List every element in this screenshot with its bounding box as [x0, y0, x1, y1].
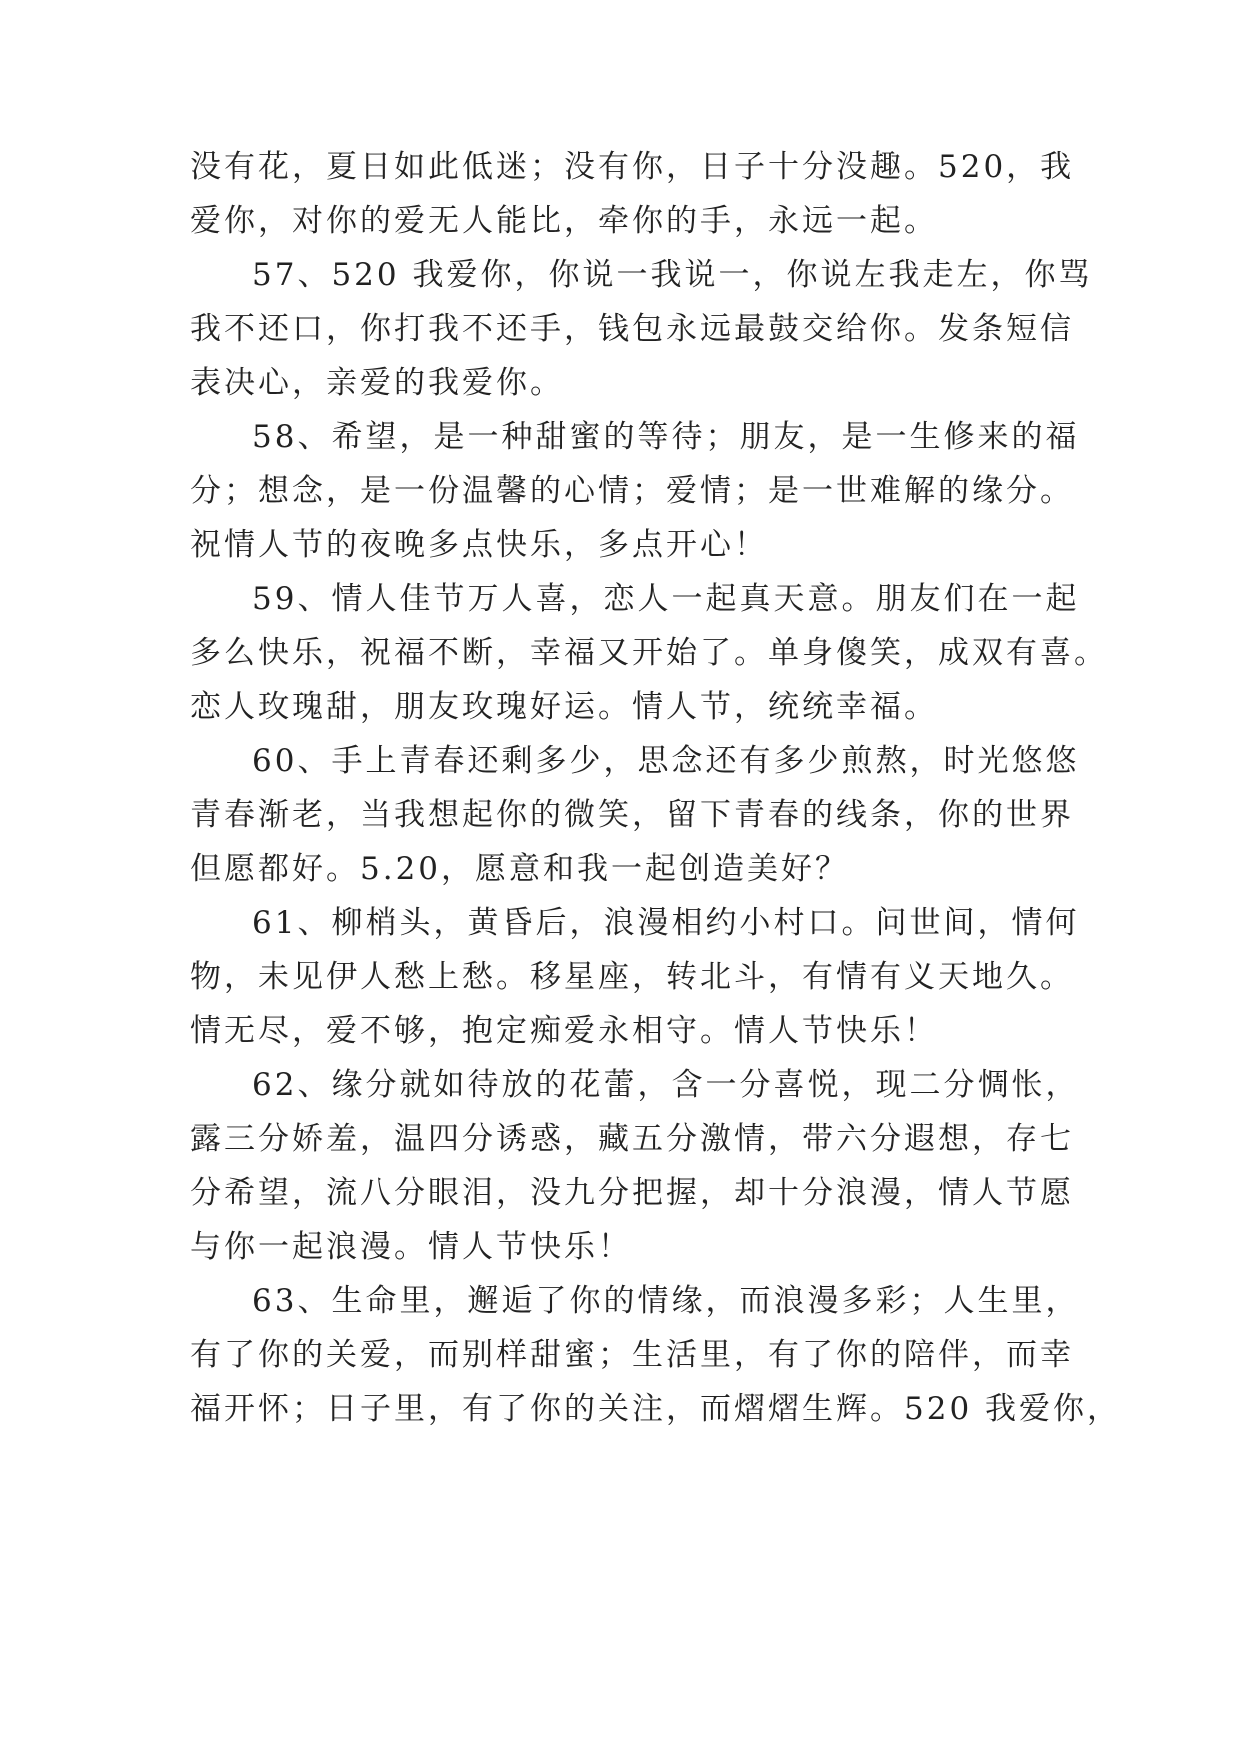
text-line: 表决心，亲爱的我爱你。 [190, 365, 564, 401]
text-line: 但愿都好。5.20，愿意和我一起创造美好？ [190, 851, 850, 887]
paragraph-60-line-1: 60、手上青春还剩多少，思念还有多少煎熬，时光悠悠 [252, 743, 1080, 779]
paragraph-61-line-1: 61、柳梢头，黄昏后，浪漫相约小村口。问世间，情何 [252, 905, 1080, 941]
text-line: 没有花，夏日如此低迷；没有你，日子十分没趣。520，我 [190, 149, 1075, 185]
paragraph-59-line-1: 59、情人佳节万人喜，恋人一起真天意。朋友们在一起 [252, 581, 1080, 617]
text-line: 物，未见伊人愁上愁。移星座，转北斗，有情有义天地久。 [190, 959, 1074, 995]
text-line: 祝情人节的夜晚多点快乐，多点开心！ [190, 527, 768, 563]
paragraph-58-line-1: 58、希望，是一种甜蜜的等待；朋友，是一生修来的福 [252, 419, 1080, 455]
text-line: 福开怀；日子里，有了你的关注，而熠熠生辉。520 我爱你， [190, 1391, 1122, 1427]
text-line: 多么快乐，祝福不断，幸福又开始了。单身傻笑，成双有喜。 [190, 635, 1108, 671]
text-line: 我不还口，你打我不还手，钱包永远最鼓交给你。发条短信 [190, 311, 1074, 347]
paragraph-63-line-1: 63、生命里，邂逅了你的情缘，而浪漫多彩；人生里， [252, 1283, 1080, 1319]
text-line: 青春渐老，当我想起你的微笑，留下青春的线条，你的世界 [190, 797, 1074, 833]
text-line: 恋人玫瑰甜，朋友玫瑰好运。情人节，统统幸福。 [190, 689, 938, 725]
text-line: 爱你，对你的爱无人能比，牵你的手，永远一起。 [190, 203, 938, 239]
text-line: 露三分娇羞，温四分诱惑，藏五分激情，带六分遐想，存七 [190, 1121, 1074, 1157]
text-line: 分希望，流八分眼泪，没九分把握，却十分浪漫，情人节愿 [190, 1175, 1074, 1211]
paragraph-62-line-1: 62、缘分就如待放的花蕾，含一分喜悦，现二分惆怅， [252, 1067, 1080, 1103]
text-line: 与你一起浪漫。情人节快乐！ [190, 1229, 632, 1265]
text-line: 分；想念，是一份温馨的心情；爱情；是一世难解的缘分。 [190, 473, 1074, 509]
text-line: 情无尽，爱不够，抱定痴爱永相守。情人节快乐！ [190, 1013, 938, 1049]
text-line: 有了你的关爱，而别样甜蜜；生活里，有了你的陪伴，而幸 [190, 1337, 1074, 1373]
paragraph-57-line-1: 57、520 我爱你，你说一我说一，你说左我走左，你骂 [252, 257, 1093, 293]
